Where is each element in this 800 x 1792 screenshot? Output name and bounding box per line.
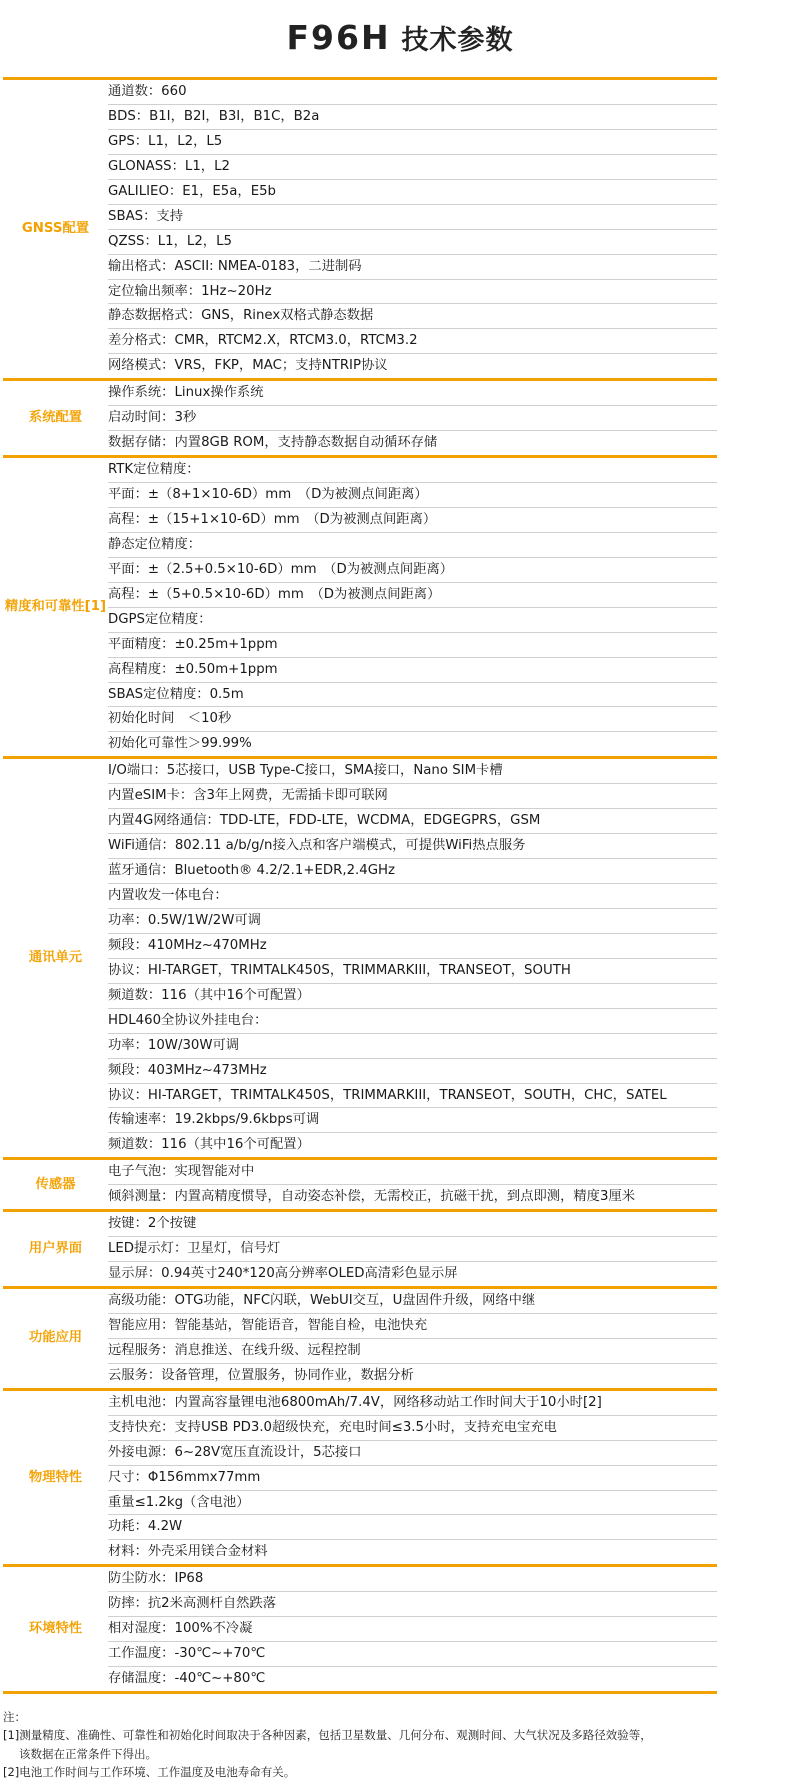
table-row bbox=[3, 229, 717, 254]
spec-value: 重量≤1.2kg（含电池） bbox=[108, 1490, 717, 1515]
table-row bbox=[3, 1033, 717, 1058]
notes-heading: 注： bbox=[3, 1710, 26, 1724]
table-row bbox=[3, 1288, 717, 1314]
table-row bbox=[3, 884, 717, 909]
table-row bbox=[3, 1237, 717, 1262]
spec-value: LED提示灯：卫星灯，信号灯 bbox=[108, 1237, 717, 1262]
table-row bbox=[3, 1592, 717, 1617]
table-row bbox=[3, 1108, 717, 1133]
table-row bbox=[3, 1008, 717, 1033]
note-item: [2]电池工作时间与工作环境、工作温度及电池寿命有关。 bbox=[3, 1765, 296, 1780]
table-row bbox=[3, 758, 717, 784]
spec-value: 静态定位精度： bbox=[108, 532, 717, 557]
spec-value: 初始化可靠性＞99.99% bbox=[108, 732, 717, 758]
table-row bbox=[3, 1389, 717, 1415]
spec-value: 操作系统：Linux操作系统 bbox=[108, 380, 717, 406]
table-row bbox=[3, 582, 717, 607]
spec-value: RTK定位精度： bbox=[108, 457, 717, 483]
table-row bbox=[3, 304, 717, 329]
spec-value: 智能应用：智能基站，智能语音，智能自检，电池快充 bbox=[108, 1313, 717, 1338]
table-row bbox=[3, 1133, 717, 1159]
spec-value: 相对湿度：100%不冷凝 bbox=[108, 1617, 717, 1642]
spec-value: 显示屏：0.94英寸240*120高分辨率OLED高清彩色显示屏 bbox=[108, 1262, 717, 1288]
table-row bbox=[3, 1540, 717, 1566]
table-row bbox=[3, 732, 717, 758]
table-row bbox=[3, 1313, 717, 1338]
spec-value: 频段：410MHz~470MHz bbox=[108, 933, 717, 958]
spec-value: 支持快充：支持USB PD3.0超级快充，充电时间≤3.5小时，支持充电宝充电 bbox=[108, 1415, 717, 1440]
note-item: [1]测量精度、准确性、可靠性和初始化时间取决于各种因素，包括卫星数量、几何分布、观测时间、大气状况及多路径效验等， bbox=[3, 1728, 652, 1743]
table-row bbox=[3, 557, 717, 582]
spec-value: 防尘防水：IP68 bbox=[108, 1566, 717, 1592]
spec-value: 频段：403MHz~473MHz bbox=[108, 1058, 717, 1083]
table-row bbox=[3, 1058, 717, 1083]
spec-value: 材料：外壳采用镁合金材料 bbox=[108, 1540, 717, 1566]
table-row bbox=[3, 380, 717, 406]
page-title-subtitle: 技术参数 bbox=[401, 25, 514, 56]
table-row bbox=[3, 1363, 717, 1389]
table-row bbox=[3, 707, 717, 732]
table-row bbox=[3, 1667, 717, 1693]
spec-value: 蓝牙通信：Bluetooth® 4.2/2.1+EDR,2.4GHz bbox=[108, 859, 717, 884]
table-row bbox=[3, 632, 717, 657]
category-label: GNSS配置 bbox=[3, 79, 108, 380]
spec-value: 数据存储：内置8GB ROM，支持静态数据自动循环存储 bbox=[108, 431, 717, 457]
spec-value: 差分格式：CMR，RTCM2.X，RTCM3.0，RTCM3.2 bbox=[108, 329, 717, 354]
spec-value: 静态数据格式：GNS，Rinex双格式静态数据 bbox=[108, 304, 717, 329]
note-item: 该数据在正常条件下得出。 bbox=[19, 1746, 157, 1761]
spec-value: HDL460全协议外挂电台： bbox=[108, 1008, 717, 1033]
spec-value: 协议：HI-TARGET，TRIMTALK450S，TRIMMARKIII，TRANSEOT，SOUTH，CHC，SATEL bbox=[108, 1083, 717, 1108]
spec-value: 倾斜测量：内置高精度惯导，自动姿态补偿，无需校正，抗磁干扰，到点即测，精度3厘米 bbox=[108, 1185, 717, 1211]
table-row bbox=[3, 457, 717, 483]
table-row bbox=[3, 834, 717, 859]
table-row bbox=[3, 329, 717, 354]
table-row bbox=[3, 1338, 717, 1363]
table-row bbox=[3, 859, 717, 884]
table-row bbox=[3, 1465, 717, 1490]
table-row bbox=[3, 1415, 717, 1440]
table-row bbox=[3, 254, 717, 279]
table-row bbox=[3, 809, 717, 834]
spec-value: 高程：±（5+0.5×10-6D）mm （D为被测点间距离） bbox=[108, 582, 717, 607]
spec-value: WiFi通信：802.11 a/b/g/n接入点和客户端模式，可提供WiFi热点服务 bbox=[108, 834, 717, 859]
spec-value: 防摔：抗2米高测杆自然跌落 bbox=[108, 1592, 717, 1617]
category-label: 通讯单元 bbox=[3, 758, 108, 1159]
table-row bbox=[3, 204, 717, 229]
table-row bbox=[3, 1083, 717, 1108]
table-row bbox=[3, 406, 717, 431]
table-row bbox=[3, 79, 717, 105]
spec-value: GPS：L1，L2，L5 bbox=[108, 129, 717, 154]
table-row bbox=[3, 1211, 717, 1237]
table-row bbox=[3, 607, 717, 632]
spec-value: 传输速率：19.2kbps/9.6kbps可调 bbox=[108, 1108, 717, 1133]
spec-value: 初始化时间 ＜10秒 bbox=[108, 707, 717, 732]
spec-value: GLONASS：L1，L2 bbox=[108, 154, 717, 179]
spec-value: 内置eSIM卡：含3年上网费，无需插卡即可联网 bbox=[108, 784, 717, 809]
table-row bbox=[3, 1159, 717, 1185]
table-row bbox=[3, 1617, 717, 1642]
spec-value: 存储温度：-40℃~+80℃ bbox=[108, 1667, 717, 1693]
spec-value: I/O端口：5芯接口，USB Type-C接口，SMA接口，Nano SIM卡槽 bbox=[108, 758, 717, 784]
spec-value: 云服务：设备管理，位置服务，协同作业，数据分析 bbox=[108, 1363, 717, 1389]
spec-value: 协议：HI-TARGET，TRIMTALK450S，TRIMMARKIII，TRANSEOT，SOUTH bbox=[108, 958, 717, 983]
table-row bbox=[3, 958, 717, 983]
table-row bbox=[3, 354, 717, 380]
category-label: 功能应用 bbox=[3, 1288, 108, 1390]
table-row bbox=[3, 483, 717, 508]
spec-value: 平面：±（2.5+0.5×10-6D）mm （D为被测点间距离） bbox=[108, 557, 717, 582]
category-label: 精度和可靠性[1] bbox=[3, 457, 108, 758]
spec-value: QZSS：L1，L2，L5 bbox=[108, 229, 717, 254]
spec-value: GALILIEO：E1，E5a，E5b bbox=[108, 179, 717, 204]
table-row bbox=[3, 104, 717, 129]
category-label: 用户界面 bbox=[3, 1211, 108, 1288]
table-row bbox=[3, 1262, 717, 1288]
specification-table bbox=[3, 77, 717, 1694]
table-row bbox=[3, 431, 717, 457]
table-row bbox=[3, 129, 717, 154]
spec-value: 定位输出频率：1Hz~20Hz bbox=[108, 279, 717, 304]
spec-value: 通道数：660 bbox=[108, 79, 717, 105]
spec-value: 功耗：4.2W bbox=[108, 1515, 717, 1540]
table-row bbox=[3, 507, 717, 532]
spec-value: SBAS：支持 bbox=[108, 204, 717, 229]
spec-value: 频道数：116（其中16个可配置） bbox=[108, 983, 717, 1008]
spec-value: 平面精度：±0.25m+1ppm bbox=[108, 632, 717, 657]
table-row bbox=[3, 1566, 717, 1592]
spec-value: 高程：±（15+1×10-6D）mm （D为被测点间距离） bbox=[108, 507, 717, 532]
spec-value: 频道数：116（其中16个可配置） bbox=[108, 1133, 717, 1159]
page-title bbox=[0, 0, 800, 77]
table-row bbox=[3, 1440, 717, 1465]
table-row bbox=[3, 1185, 717, 1211]
table-row bbox=[3, 1490, 717, 1515]
spec-value: 输出格式：ASCII: NMEA-0183，二进制码 bbox=[108, 254, 717, 279]
category-label: 系统配置 bbox=[3, 380, 108, 457]
table-row bbox=[3, 532, 717, 557]
spec-value: 网络模式：VRS，FKP，MAC；支持NTRIP协议 bbox=[108, 354, 717, 380]
notes-section bbox=[3, 1708, 793, 1782]
table-row bbox=[3, 657, 717, 682]
category-label: 传感器 bbox=[3, 1159, 108, 1211]
table-row bbox=[3, 682, 717, 707]
table-row bbox=[3, 784, 717, 809]
table-row bbox=[3, 933, 717, 958]
table-row bbox=[3, 179, 717, 204]
spec-value: 主机电池：内置高容量锂电池6800mAh/7.4V，网络移动站工作时间大于10小时[2] bbox=[108, 1389, 717, 1415]
spec-value: 功率：10W/30W可调 bbox=[108, 1033, 717, 1058]
spec-value: SBAS定位精度：0.5m bbox=[108, 682, 717, 707]
spec-value: 按键：2个按键 bbox=[108, 1211, 717, 1237]
table-row bbox=[3, 908, 717, 933]
table-row bbox=[3, 1515, 717, 1540]
spec-value: 高级功能：OTG功能，NFC闪联，WebUI交互，U盘固件升级，网络中继 bbox=[108, 1288, 717, 1314]
table-row bbox=[3, 279, 717, 304]
spec-value: 尺寸：Φ156mmx77mm bbox=[108, 1465, 717, 1490]
spec-value: 远程服务：消息推送、在线升级、远程控制 bbox=[108, 1338, 717, 1363]
table-row bbox=[3, 1642, 717, 1667]
spec-value: 内置4G网络通信：TDD-LTE，FDD-LTE，WCDMA，EDGEGPRS，GSM bbox=[108, 809, 717, 834]
spec-value: 工作温度：-30℃~+70℃ bbox=[108, 1642, 717, 1667]
spec-value: DGPS定位精度： bbox=[108, 607, 717, 632]
spec-value: 内置收发一体电台： bbox=[108, 884, 717, 909]
spec-value: 平面：±（8+1×10-6D）mm （D为被测点间距离） bbox=[108, 483, 717, 508]
page-title-model: F96H bbox=[286, 18, 391, 57]
spec-value: 高程精度：±0.50m+1ppm bbox=[108, 657, 717, 682]
spec-value: 功率：0.5W/1W/2W可调 bbox=[108, 908, 717, 933]
spec-value: 电子气泡：实现智能对中 bbox=[108, 1159, 717, 1185]
spec-value: 外接电源：6~28V宽压直流设计，5芯接口 bbox=[108, 1440, 717, 1465]
category-label: 环境特性 bbox=[3, 1566, 108, 1693]
table-row bbox=[3, 983, 717, 1008]
spec-value: BDS：B1I，B2I，B3I，B1C，B2a bbox=[108, 104, 717, 129]
spec-value: 启动时间：3秒 bbox=[108, 406, 717, 431]
table-row bbox=[3, 154, 717, 179]
category-label: 物理特性 bbox=[3, 1389, 108, 1566]
